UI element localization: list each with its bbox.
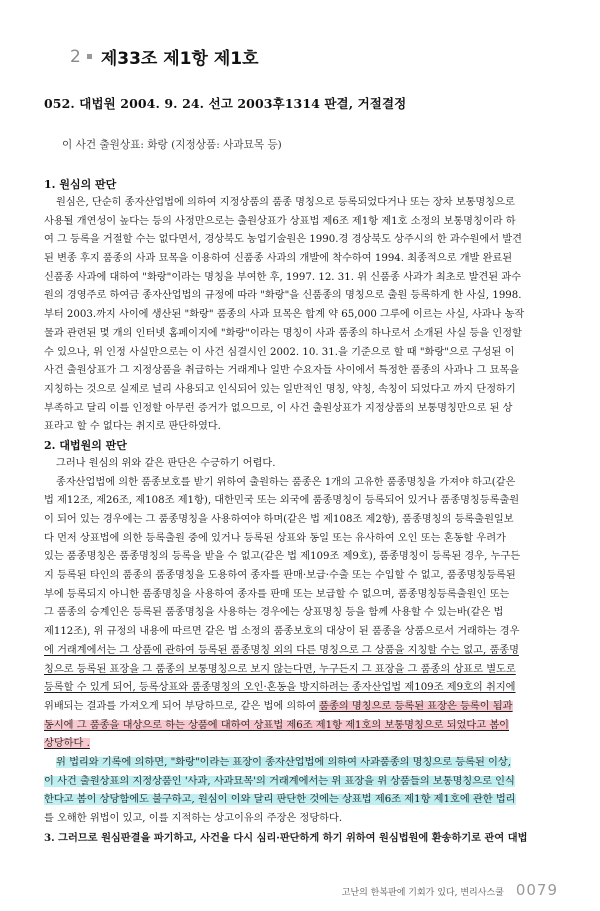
underlined-text-line: 칭으로 등록된 표장을 그 품종의 보통명칭으로 보지 않는다면, 누구든지 그 표장을 그 품종의 상표로 별도로 — [44, 663, 516, 675]
text-line — [44, 717, 556, 736]
text-line: 있는 품종명칭은 품종명칭의 등록을 받을 수 없고(같은 법 제109조 제9호), 품종명칭이 등록된 경우, 누구든 — [44, 551, 521, 563]
text-line: 된 변종 후지 품종의 사과 묘목을 이용하여 신품종 사과의 개발에 착수하여 1994. 최종적으로 개발 완료된 — [44, 253, 513, 265]
page-number: 0079 — [515, 881, 558, 899]
text-line — [44, 735, 556, 754]
case-title: 052. 대법원 2004. 9. 24. 선고 2003후1314 판결, 거절결정 — [44, 96, 407, 111]
section-heading-2: 2. 대법원의 판단 — [44, 438, 127, 452]
text-line: 를 오해한 위법이 있고, 이를 지적하는 상고이유의 주장은 정당하다. — [44, 813, 343, 824]
text-line: 지칭하는 것으로 실제로 널리 사용되고 인식되어 있는 일반적인 명칭, 약칭, 속칭이 되었다고 까지 단정하기 — [44, 383, 516, 395]
subject-line: 이 사건 출원상표: 화랑 (지정상품: 사과묘목 등) — [62, 139, 282, 151]
square-bullet-icon — [87, 54, 92, 59]
text-line — [44, 791, 556, 810]
text-line: 부터 2003.까지 사이에 생산된 "화랑" 품종의 사과 묘목은 합계 약 65,000 그루에 이르는 사실, 사과나 농작 — [44, 309, 525, 321]
text-line: 법 제12조, 제26조, 제108조 제1항), 대한민국 또는 외국에 품종명칭이 등록되어 있거나 품종명칭등록출원 — [44, 495, 520, 507]
page-footer — [342, 881, 558, 899]
section-3-line: 3. 그러므로 원심판결을 파기하고, 사건을 다시 심리·판단하게 하기 위하여 원심법원에 환송하기로 관여 대법 — [44, 831, 528, 844]
text-line — [44, 773, 556, 792]
text-line: 이 되어 있는 경우에는 그 품종명칭을 사용하여야 하며(같은 법 제108조 제2항), 품종명칭의 등록출원일보 — [44, 514, 514, 525]
text-line: 그 품종의 승계인은 등록된 품종명칭을 사용하는 경우에는 상표명칭 등을 함께 사용할 수 있는바(같은 법 — [44, 607, 504, 619]
section-heading-1: 1. 원심의 판단 — [44, 178, 117, 191]
text-line: 수 있으나, 위 인정 사실만으로는 이 사건 심결시인 2002. 10. 31.을 기준으로 할 때 "화랑"으로 구성된 이 — [44, 346, 515, 358]
text-line: 여 그 등록을 거절할 수는 없다면서, 경상북도 농업기술원은 1990.경 경상북도 상주시의 한 과수원에서 발견 — [44, 234, 522, 246]
text-line: 사건 출원상표가 그 지정상품을 취급하는 거래계나 일반 수요자들 사이에서 특정한 품종의 사과나 그 묘목을 — [44, 365, 520, 377]
text-line: 사용될 개연성이 높다는 등의 사정만으로는 출원상표가 상표법 제6조 제1항 제1호 소정의 보통명칭이라 하 — [44, 215, 516, 227]
document-body — [44, 176, 556, 847]
highlighted-text: 이 사건 출원상표의 지정상품인 '사과, 사과묘목'의 거래계에서는 위 표장을 위 상품들의 보통명칭으로 인식 — [44, 775, 515, 787]
text-line: 원심은, 단순히 종자산업법에 의하여 지정상품의 품종 명칭으로 등록되었다거나 또는 장차 보통명칭으로 — [56, 197, 515, 208]
highlighted-text: 한다고 봄이 상당함에도 불구하고, 원심이 이와 달리 판단한 것에는 상표법 제6조 제1항 제1호에 관한 법리 — [44, 794, 516, 806]
footer-tagline: 고난의 한복판에 기회가 있다, 변리사스쿨 — [341, 888, 504, 898]
text-line: 신품종 사과에 대하여 "화랑"이라는 명칭을 부여한 후, 1997. 12. 31. 위 신품종 사과가 최초로 발견된 과수 — [44, 271, 522, 283]
highlighted-text: 품종의 명칭으로 등록된 표장은 등록이 됨과 — [319, 700, 513, 712]
section-3-text — [44, 829, 556, 848]
text-line: 표라고 할 수 없다는 취지로 판단하였다. — [44, 421, 221, 433]
chapter-number: 2 — [70, 46, 81, 67]
text-line — [44, 754, 556, 773]
text-line: 원의 경영주로 하여금 종자산업법의 규정에 따라 "화랑"을 신품종의 명칭으로 출원 등록하게 한 사실, 1998. — [44, 290, 522, 302]
highlighted-text: 위 법리와 기록에 의하면, "화랑"이라는 표장이 종자산업법에 의하여 사과품종의 명칭으로 등록된 이상, — [56, 756, 511, 768]
text-line: 물과 관련된 몇 개의 인터넷 홈페이지에 "화랑"이라는 명칭이 사과 품종의 하나로서 소개된 사실 등을 인정할 — [44, 327, 522, 339]
text-line: 다 먼저 상표법에 의한 등록출원 중에 있거나 등록된 상표와 동일 또는 유사하여 오인 또는 혼동할 우려가 — [44, 532, 506, 544]
text-line: 그러나 원심의 위와 같은 판단은 수긍하기 어렵다. — [56, 457, 276, 469]
text-line: 종자산업법에 의한 품종보호를 받기 위하여 출원하는 품종은 1개의 고유한 품종명칭을 가져야 하고(같은 — [56, 476, 516, 488]
chapter-title: 제33조 제1항 제1호 — [100, 49, 259, 69]
text-line: 제112조), 위 규정의 내용에 따르면 같은 법 소정의 품종보호의 대상이 된 품종을 상품으로서 거래하는 경우 — [44, 626, 520, 638]
highlighted-text: 상당하다 . — [44, 738, 90, 750]
text-span: 위배되는 결과를 가져오게 되어 부당하므로, 같은 법에 의하여 — [44, 700, 320, 712]
section-1-text — [44, 194, 556, 437]
chapter-header — [70, 44, 259, 69]
highlighted-text: 동시에 그 품종을 대상으로 하는 상품에 대하여 상표법 제6조 제1항 제1호의 보통명칭으로 되었다고 봄이 — [44, 719, 510, 731]
text-line — [44, 698, 556, 717]
underlined-text-line: 에 거래계에서는 그 상품에 관하여 등록된 품종명칭 외의 다른 명칭으로 그 상품을 지칭할 수는 없고, 품종명 — [44, 644, 519, 656]
underlined-text-line: 등록할 수 있게 되어, 등록상표와 품종명칭의 오인·혼동을 방지하려는 종자산업법 제109조 제9호의 취지에 — [44, 682, 516, 694]
text-line: 부에 등록되지 아니한 품종명칭을 사용하여 종자를 판매 또는 보급할 수 없으며, 품종명칭등록출원인 또는 — [44, 588, 510, 600]
text-line: 지 등록된 타인의 품종의 품종명칭을 도용하여 종자를 판매·보급·수출 또는 수입할 수 없고, 품종명칭등록된 — [44, 570, 516, 582]
section-2-text — [44, 455, 556, 829]
text-line: 부족하고 달리 이를 인정할 아무런 증거가 없으므로, 이 사건 출원상표가 지정상품의 보통명칭만으로 된 상 — [44, 402, 513, 414]
